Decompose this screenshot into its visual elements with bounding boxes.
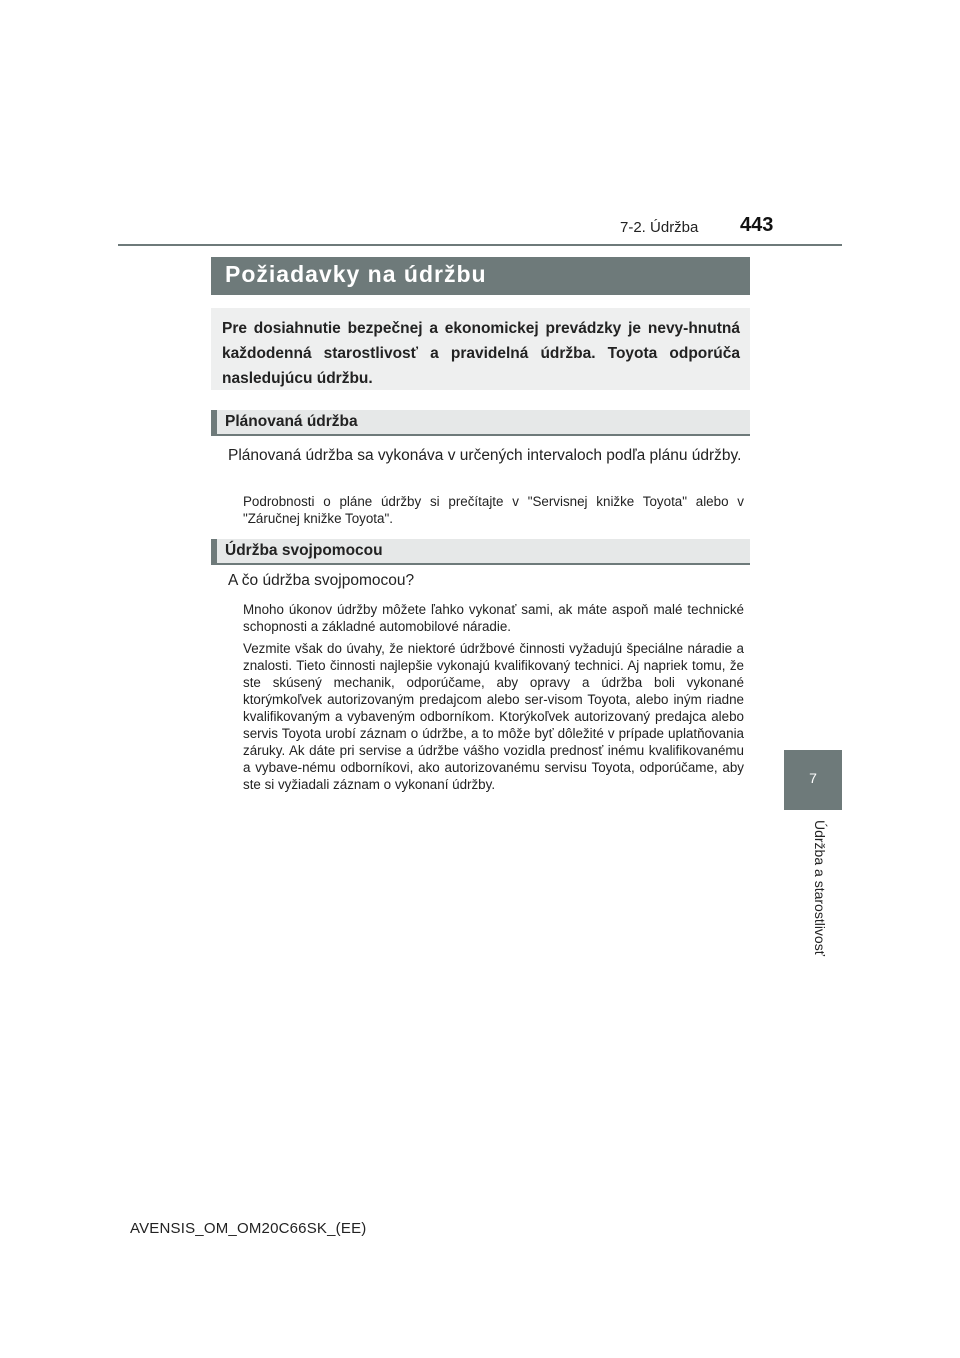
section-note-self-1: Mnoho úkonov údržby môžete ľahko vykonať sami, ak máte aspoň malé technické schopnosti a základné automobilové náradie. [243,602,744,634]
header-divider [118,244,842,246]
chapter-title: Údržba a starostlivosť [812,820,828,956]
section-heading-planned: Plánovaná údržba [211,410,750,436]
page-title: Požiadavky na údržbu [211,257,750,295]
section-lead-planned: Plánovaná údržba sa vykonáva v určených intervaloch podľa plánu údržby. [228,447,742,464]
section-lead-self: A čo údržba svojpomocou? [228,572,415,589]
document-code: AVENSIS_OM_OM20C66SK_(EE) [130,1220,367,1237]
chapter-number: 7 [809,770,817,786]
intro-text: Pre dosiahnutie bezpečnej a ekonomickej prevádzky je nevy-hnutná každodenná starostlivosť a pravidelná údržba. Toyota odporúča nasledujúcu údržbu. [222,320,740,387]
section-heading-self: Údržba svojpomocou [211,539,750,565]
intro-box [211,308,750,390]
section-note-self-2: Vezmite však do úvahy, že niektoré údržbové činnosti vyžadujú špeciálne náradie a znalosti. Tieto činnosti najlepšie vykonajú kvalifikovaný technici. Aj napriek tomu, že ste skúsený mechanik, odporúčame, aby opravy a údržba boli vykonané ktorýmkoľvek autorizovaným predajcom alebo ser-visom Toyota, alebo iným riadne kvalifikovaným a vybaveným odborníkom. Ktorýkoľvek autorizovaný predajca alebo servis Toyota urobí záznam o údržbe, a to môže byť dôležité v prípade uplatňovania záruky. Ak dáte pri servise a údržbe vášho vozidla prednosť inému kvalifikovanému a vybave-nému odborníkovi, ako autorizovanému servisu Toyota, odporúčame, aby ste si vyžiadali záznam o vykonaní údržby. [243,641,744,792]
section-label: 7-2. Údržba [620,219,699,236]
page-number: 443 [740,214,774,236]
section-note-planned: Podrobnosti o pláne údržby si prečítajte v "Servisnej knižke Toyota" alebo v "Záručnej knižke Toyota". [243,494,744,526]
